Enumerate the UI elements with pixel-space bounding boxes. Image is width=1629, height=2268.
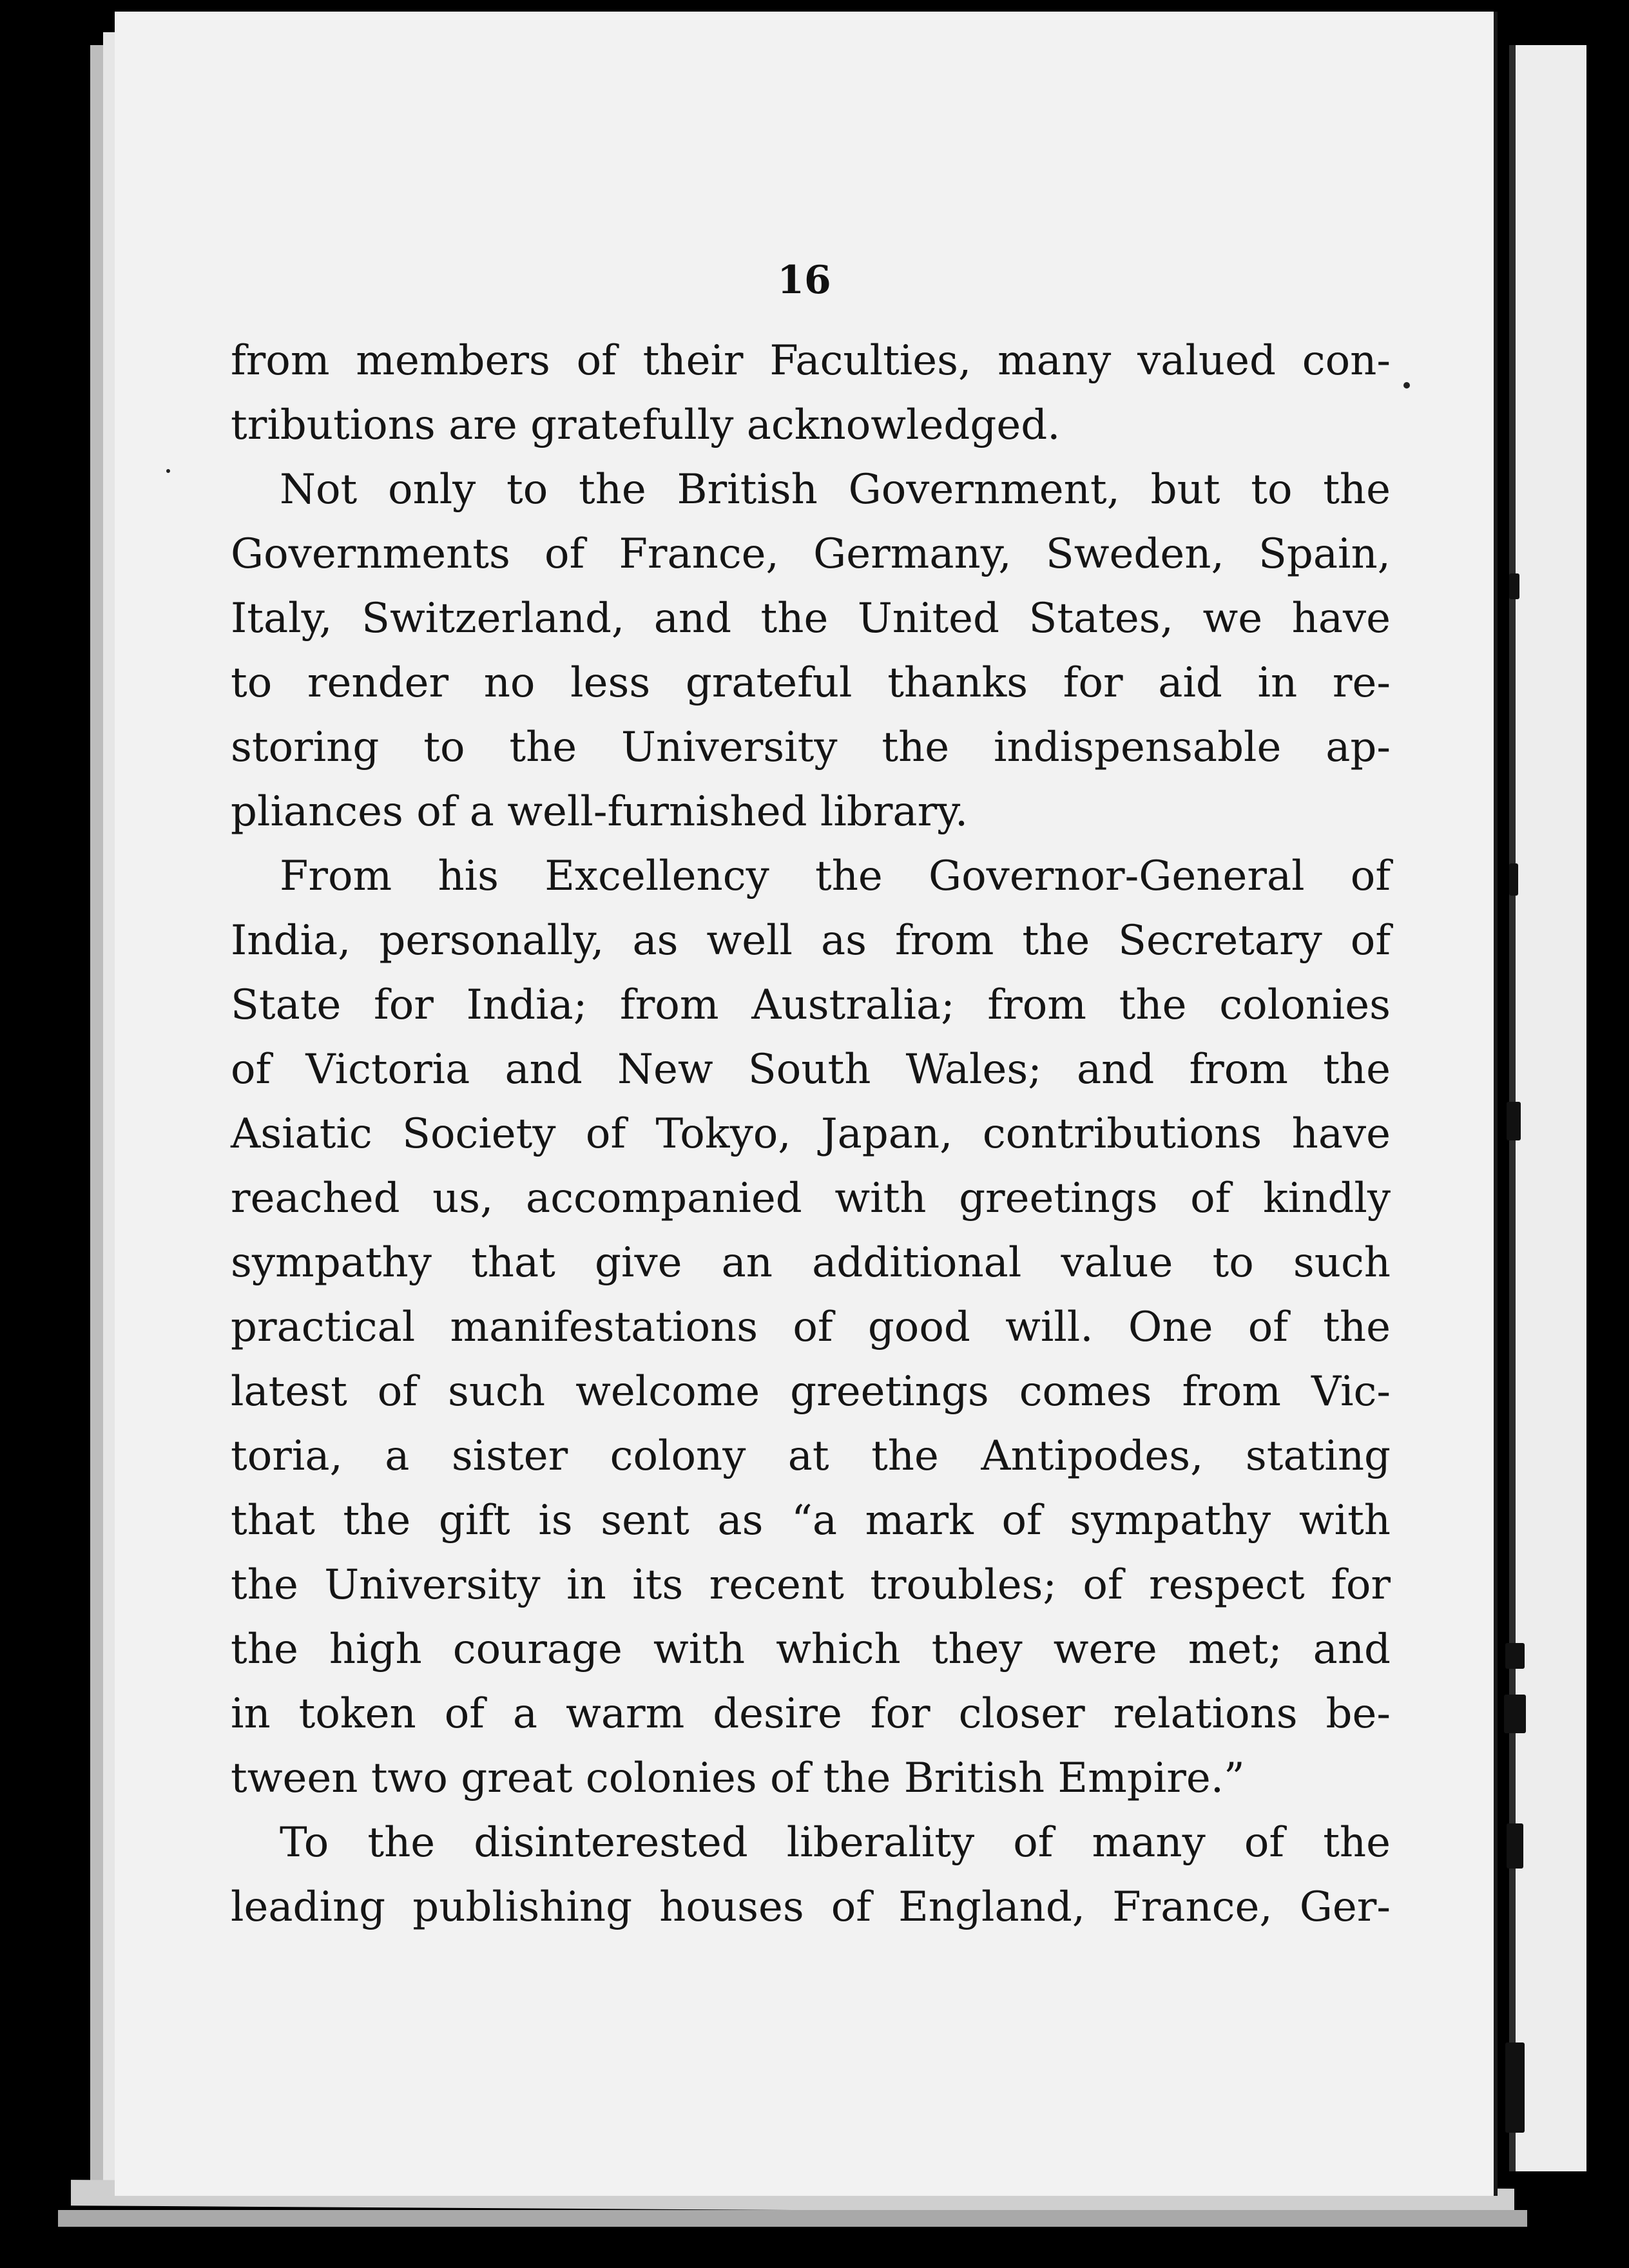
binding-mark (1507, 1102, 1521, 1140)
text-line: storing to the University the indispensable ap- (231, 724, 1391, 771)
text-line: To the disinterested liberality of many of the (280, 1819, 1391, 1867)
binding-mark (1505, 2042, 1525, 2133)
text-line: sympathy that give an additional value to such (231, 1239, 1391, 1287)
text-line: pliances of a well-furnished library. (231, 788, 969, 836)
text-line: Governments of France, Germany, Sweden, Spain, (231, 530, 1391, 578)
text-line: India, personally, as well as from the Secretary of (231, 917, 1391, 965)
page-number: 16 (777, 258, 831, 303)
scan-speck (1403, 382, 1410, 389)
text-line: in token of a warm desire for closer relations be- (231, 1690, 1391, 1738)
book-page (115, 12, 1498, 2196)
binding-mark (1509, 573, 1519, 599)
text-line: tributions are gratefully acknowledged. (231, 401, 1061, 449)
text-line: Italy, Switzerland, and the United States, we have (231, 595, 1391, 642)
page-stack-edge (103, 32, 115, 2197)
binding-mark (1505, 1643, 1525, 1669)
text-line: practical manifestations of good will. One of the (231, 1303, 1391, 1351)
text-line: latest of such welcome greetings comes from Vic- (231, 1368, 1391, 1416)
text-line: State for India; from Australia; from the colonies (231, 981, 1391, 1029)
page-stack-bottom-edge (58, 2210, 1527, 2227)
text-line: From his Excellency the Governor-General of (280, 852, 1391, 900)
text-line: the high courage with which they were met; and (231, 1626, 1391, 1673)
adjacent-page-strip (1509, 45, 1586, 2171)
text-line: toria, a sister colony at the Antipodes, stating (231, 1432, 1391, 1480)
text-line: tween two great colonies of the British Empire.” (231, 1754, 1245, 1802)
body-text (231, 329, 1391, 1939)
text-line: Asiatic Society of Tokyo, Japan, contributions have (231, 1110, 1391, 1158)
text-line: to render no less grateful thanks for aid in re- (231, 659, 1391, 707)
scan-speck (166, 469, 170, 473)
text-line: Not only to the British Government, but to the (280, 466, 1391, 514)
text-line: from members of their Faculties, many valued con- (231, 337, 1391, 385)
page-stack-edge (90, 45, 103, 2184)
text-line: the University in its recent troubles; of respect for (231, 1561, 1391, 1609)
binding-mark (1504, 1695, 1526, 1733)
binding-mark (1507, 1823, 1523, 1869)
text-line: leading publishing houses of England, France, Ger- (231, 1883, 1391, 1931)
text-line: that the gift is sent as “a mark of sympathy with (231, 1497, 1391, 1544)
binding-mark (1509, 863, 1518, 896)
text-line: of Victoria and New South Wales; and from the (231, 1046, 1391, 1093)
text-line: reached us, accompanied with greetings of kindly (231, 1175, 1391, 1222)
